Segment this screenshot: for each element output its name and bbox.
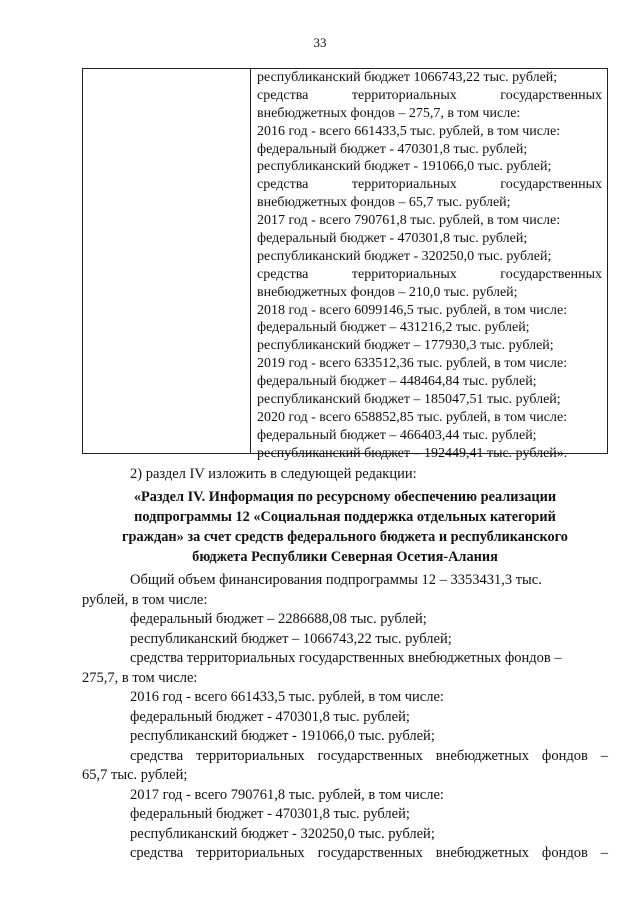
table-right-cell [250,68,608,461]
paragraph-line: федеральный бюджет – 2286688,08 тыс. рублей; [130,611,427,627]
table-line: 2018 год - всего 6099146,5 тыс. рублей, в том числе: [257,302,568,318]
heading-line: «Раздел IV. Информация по ресурсному обеспечению реализации [133,489,557,505]
paragraph-line [82,844,608,864]
justified-word: государственных [500,266,602,282]
justified-word: – [600,747,608,764]
heading-line: граждан» за счет средств федерального бюджета и республиканского [122,529,568,545]
paragraph-line: 275,7, в том числе: [82,669,198,686]
table-line: федеральный бюджет – 466403,44 тыс. рублей; [257,427,537,443]
table-line: республиканский бюджет - 191066,0 тыс. рублей; [257,159,552,175]
table-line: 2016 год - всего 661433,5 тыс. рублей, в том числе: [257,123,561,139]
paragraph-line: рублей, в том числе: [82,591,208,608]
justified-word: средства [257,87,309,103]
justified-word: средства [130,845,184,861]
table-left-cell [82,68,251,454]
table-line: внебюджетных фондов – 65,7 тыс. рублей; [257,195,511,211]
paragraph-line: 65,7 тыс. рублей; [82,767,188,783]
table-line: федеральный бюджет - 470301,8 тыс. рублей; [257,231,528,247]
page-number: 33 [313,35,327,50]
paragraph-line: средства территориальных государственных внебюджетных фондов – [130,650,562,666]
body-text [82,571,608,864]
justified-word: внебюджетных [435,845,530,861]
justified-word: фондов [541,845,588,861]
funding-table [82,68,608,461]
justified-word: средства [257,177,309,193]
justified-word: внебюджетных [435,747,530,764]
table-line [257,176,602,194]
justified-word: территориальных [351,266,457,282]
justified-word: территориальных [351,87,457,103]
justified-word: территориальных [351,177,457,193]
table-line: 2017 год - всего 790761,8 тыс. рублей, в том числе: [257,213,561,229]
table-line: федеральный бюджет - 470301,8 тыс. рублей; [257,141,528,157]
justified-word: государственных [317,845,423,861]
justified-word: государственных [317,747,423,764]
paragraph-line: республиканский бюджет - 191066,0 тыс. рублей; [130,728,435,744]
table-line: 2019 год - всего 633512,36 тыс. рублей, в том числе: [257,356,568,372]
justified-word: – [600,845,608,861]
heading-line: подпрограммы 12 «Социальная поддержка отдельных категорий [134,509,556,525]
table-line: федеральный бюджет – 448464,84 тыс. рублей; [257,374,537,390]
table-line: внебюджетных фондов – 275,7, в том числе: [257,105,521,121]
justified-word: средства [130,747,184,764]
table-line: республиканский бюджет – 177930,3 тыс. рублей; [257,338,554,354]
amendment-intro: 2) раздел IV изложить в следующей редакции: [130,466,417,482]
table-line: республиканский бюджет - 320250,0 тыс. рублей; [257,248,552,264]
section-heading [82,487,608,567]
justified-word: территориальных [196,845,305,861]
heading-line: бюджета Республики Северная Осетия-Алания [192,549,498,565]
table-line [257,266,602,284]
table-line [257,87,602,105]
table-line: 2020 год - всего 658852,85 тыс. рублей, в том числе: [257,409,568,425]
paragraph-line: Общий объем финансирования подпрограммы 12 – 3353431,3 тыс. [130,572,542,588]
paragraph-line [82,747,608,767]
paragraph-line: федеральный бюджет - 470301,8 тыс. рублей; [130,806,410,822]
justified-word: территориальных [196,747,305,764]
justified-word: государственных [500,177,602,193]
table-line: федеральный бюджет – 431216,2 тыс. рублей; [257,320,530,336]
justified-word: фондов [541,747,588,764]
table-line: внебюджетных фондов – 210,0 тыс. рублей; [257,284,518,300]
paragraph-line: 2017 год - всего 790761,8 тыс. рублей, в том числе: [130,786,444,803]
justified-word: государственных [500,87,602,103]
justified-word: средства [257,266,309,282]
paragraph-line: республиканский бюджет – 1066743,22 тыс. рублей; [130,630,452,647]
paragraph-line: федеральный бюджет - 470301,8 тыс. рублей; [130,708,410,725]
paragraph-line: 2016 год - всего 661433,5 тыс. рублей, в том числе: [130,689,444,705]
paragraph-line: республиканский бюджет - 320250,0 тыс. рублей; [130,825,435,842]
table-line: республиканский бюджет 1066743,22 тыс. рублей; [257,70,558,85]
table-line: республиканский бюджет – 185047,51 тыс. рублей; [257,392,561,408]
table-line: республиканский бюджет – 192449,41 тыс. рублей». [257,445,568,461]
